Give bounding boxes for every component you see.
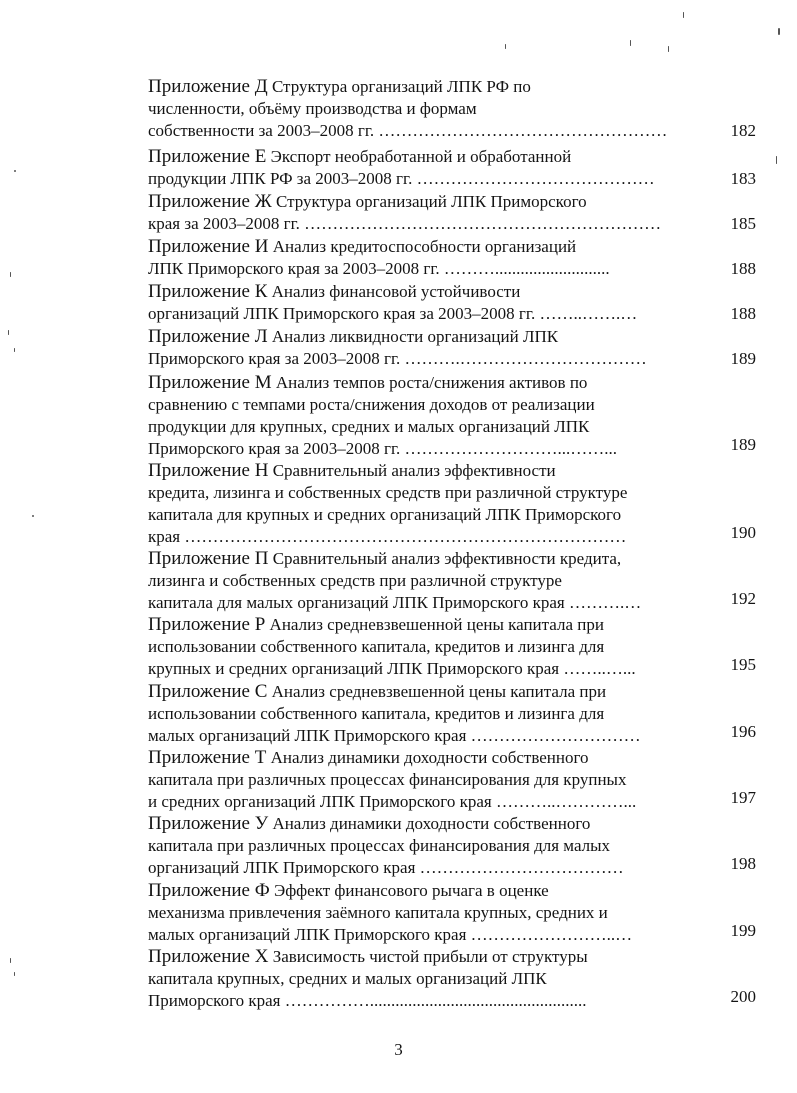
scan-speck bbox=[668, 46, 669, 52]
toc-entry-page: 183 bbox=[730, 169, 756, 188]
toc-entry-title: капитала при различных процессах финансирования для малых bbox=[148, 836, 611, 855]
scan-speck bbox=[14, 972, 15, 976]
toc-entry-title: продукции для крупных, средних и малых организаций ЛПК bbox=[148, 417, 590, 436]
toc-entry-title: Структура организаций ЛПК РФ по bbox=[267, 77, 531, 96]
toc-entry-title: сравнению с темпами роста/снижения доходов от реализации bbox=[148, 395, 595, 414]
toc-entry-title: края …………………………………………………………………… bbox=[148, 527, 627, 546]
toc-entry-title: Приморского края за 2003–2008 гг. ……….…………………………… bbox=[148, 349, 647, 368]
toc-entry-title: Зависимость чистой прибыли от структуры bbox=[268, 947, 588, 966]
toc-entry-title: края за 2003–2008 гг. ……………………………………………………… bbox=[148, 214, 662, 233]
toc-entry-title: малых организаций ЛПК Приморского края ………………………… bbox=[148, 726, 641, 745]
scan-speck bbox=[14, 348, 15, 352]
toc-entry bbox=[148, 76, 760, 142]
scan-speck bbox=[14, 170, 16, 172]
toc-entry-title: капитала для крупных и средних организаций ЛПК Приморского bbox=[148, 505, 622, 524]
toc-entry bbox=[148, 281, 760, 325]
scan-speck bbox=[683, 12, 684, 18]
scan-speck bbox=[776, 156, 777, 164]
toc-entry-title: и средних организаций ЛПК Приморского края ………..…………... bbox=[148, 792, 637, 811]
toc-entry bbox=[148, 946, 760, 1012]
toc-entry-title: механизма привлечения заёмного капитала крупных, средних и bbox=[148, 903, 608, 922]
toc-entry-page: 199 bbox=[730, 921, 756, 940]
toc-entry-lead: Приложение У bbox=[148, 813, 269, 834]
toc-entry-page: 195 bbox=[730, 655, 756, 674]
toc-entry-page: 188 bbox=[730, 259, 756, 278]
toc-entry-title: Анализ финансовой устойчивости bbox=[267, 282, 521, 301]
toc-entry bbox=[148, 460, 760, 548]
toc-entry-title: использовании собственного капитала, кредитов и лизинга для bbox=[148, 637, 605, 656]
toc-entry-lead: Приложение И bbox=[148, 236, 269, 257]
toc-entry-lead: Приложение Ж bbox=[148, 191, 272, 212]
toc-entry-title: Экспорт необработанной и обработанной bbox=[266, 147, 572, 166]
toc-entry-page: 192 bbox=[730, 589, 756, 608]
toc-entry bbox=[148, 681, 760, 747]
toc-entry-page: 200 bbox=[730, 987, 756, 1006]
toc-entry-lead: Приложение Д bbox=[148, 76, 268, 97]
toc-entry-title: Структура организаций ЛПК Приморского bbox=[271, 192, 587, 211]
scan-speck bbox=[32, 515, 34, 517]
toc-entry-title: Приморского края за 2003–2008 гг. ………………………...……... bbox=[148, 439, 618, 458]
toc-entry-title: собственности за 2003–2008 гг. …………………………………………… bbox=[148, 121, 668, 140]
toc-entry-lead: Приложение Т bbox=[148, 747, 267, 768]
toc-entry-title: капитала крупных, средних и малых организаций ЛПК bbox=[148, 969, 547, 988]
toc-entry-page: 189 bbox=[730, 435, 756, 454]
toc-entry-title: Анализ динамики доходности собственного bbox=[268, 814, 591, 833]
toc-entry bbox=[148, 326, 760, 370]
toc-entry-title: Сравнительный анализ эффективности кредита, bbox=[268, 549, 622, 568]
scan-speck bbox=[505, 44, 506, 49]
toc-entry bbox=[148, 236, 760, 280]
toc-entry-page: 198 bbox=[730, 854, 756, 873]
toc-entry-title: организаций ЛПК Приморского края ……………………………… bbox=[148, 858, 624, 877]
toc-entry-title: Приморского края ……………................................................... bbox=[148, 991, 587, 1010]
toc-entry-page: 182 bbox=[730, 121, 756, 140]
toc-entry-lead: Приложение Х bbox=[148, 946, 269, 967]
toc-entry-page: 196 bbox=[730, 722, 756, 741]
scan-speck bbox=[630, 40, 631, 46]
toc-entry-title: капитала для малых организаций ЛПК Приморского края ……….… bbox=[148, 593, 642, 612]
toc-entry bbox=[148, 191, 760, 235]
toc-entry-title: продукции ЛПК РФ за 2003–2008 гг. …………………………………… bbox=[148, 169, 655, 188]
toc-entry-title: ЛПК Приморского края за 2003–2008 гг. ………........................... bbox=[148, 259, 610, 278]
toc-entry-title: крупных и средних организаций ЛПК Приморского края ……..…... bbox=[148, 659, 636, 678]
toc-entry-page: 197 bbox=[730, 788, 756, 807]
toc-entry bbox=[148, 813, 760, 879]
toc-entry-lead: Приложение Н bbox=[148, 460, 269, 481]
toc-entry-title: капитала при различных процессах финансирования для крупных bbox=[148, 770, 627, 789]
scan-speck bbox=[8, 330, 9, 335]
toc-entry-title: Анализ ликвидности организаций ЛПК bbox=[267, 327, 559, 346]
toc-entry-lead: Приложение Р bbox=[148, 614, 266, 635]
toc-entry bbox=[148, 880, 760, 946]
toc-entry-page: 190 bbox=[730, 523, 756, 542]
toc-entry-lead: Приложение Е bbox=[148, 146, 267, 167]
toc-entry-lead: Приложение П bbox=[148, 548, 269, 569]
scan-speck bbox=[10, 272, 11, 277]
toc-entry-page: 189 bbox=[730, 349, 756, 368]
toc-entry bbox=[148, 548, 760, 614]
toc-entry bbox=[148, 747, 760, 813]
toc-entry-lead: Приложение С bbox=[148, 681, 268, 702]
toc-entry-title: численности, объёму производства и формам bbox=[148, 99, 477, 118]
toc-entry-title: Эффект финансового рычага в оценке bbox=[269, 881, 549, 900]
toc-entry-title: Анализ динамики доходности собственного bbox=[266, 748, 589, 767]
scan-speck bbox=[10, 958, 11, 963]
toc-entry-title: организаций ЛПК Приморского края за 2003–2008 гг. ……..…….… bbox=[148, 304, 638, 323]
toc-entry-title: малых организаций ЛПК Приморского края ……………………..… bbox=[148, 925, 633, 944]
toc-entry-lead: Приложение К bbox=[148, 281, 268, 302]
toc-entry bbox=[148, 614, 760, 680]
toc-entry-page: 185 bbox=[730, 214, 756, 233]
toc-entry-page: 188 bbox=[730, 304, 756, 323]
toc-entry bbox=[148, 372, 760, 460]
toc-entry-lead: Приложение Л bbox=[148, 326, 268, 347]
toc-entry-lead: Приложение Ф bbox=[148, 880, 270, 901]
toc-entry-lead: Приложение М bbox=[148, 372, 272, 393]
toc-entry-title: Анализ темпов роста/снижения активов по bbox=[271, 373, 588, 392]
toc-entry-title: лизинга и собственных средств при различной структуре bbox=[148, 571, 562, 590]
toc-entry-title: Анализ средневзвешенной цены капитала при bbox=[265, 615, 604, 634]
toc-entry-title: Анализ кредитоспособности организаций bbox=[268, 237, 577, 256]
toc-entry-title: использовании собственного капитала, кредитов и лизинга для bbox=[148, 704, 605, 723]
scan-speck bbox=[778, 28, 780, 35]
page-number: 3 bbox=[394, 1040, 403, 1059]
toc-entry-title: кредита, лизинга и собственных средств при различной структуре bbox=[148, 483, 628, 502]
toc-entry-title: Сравнительный анализ эффективности bbox=[268, 461, 556, 480]
toc-entry-title: Анализ средневзвешенной цены капитала при bbox=[267, 682, 607, 701]
toc-entry bbox=[148, 146, 760, 190]
